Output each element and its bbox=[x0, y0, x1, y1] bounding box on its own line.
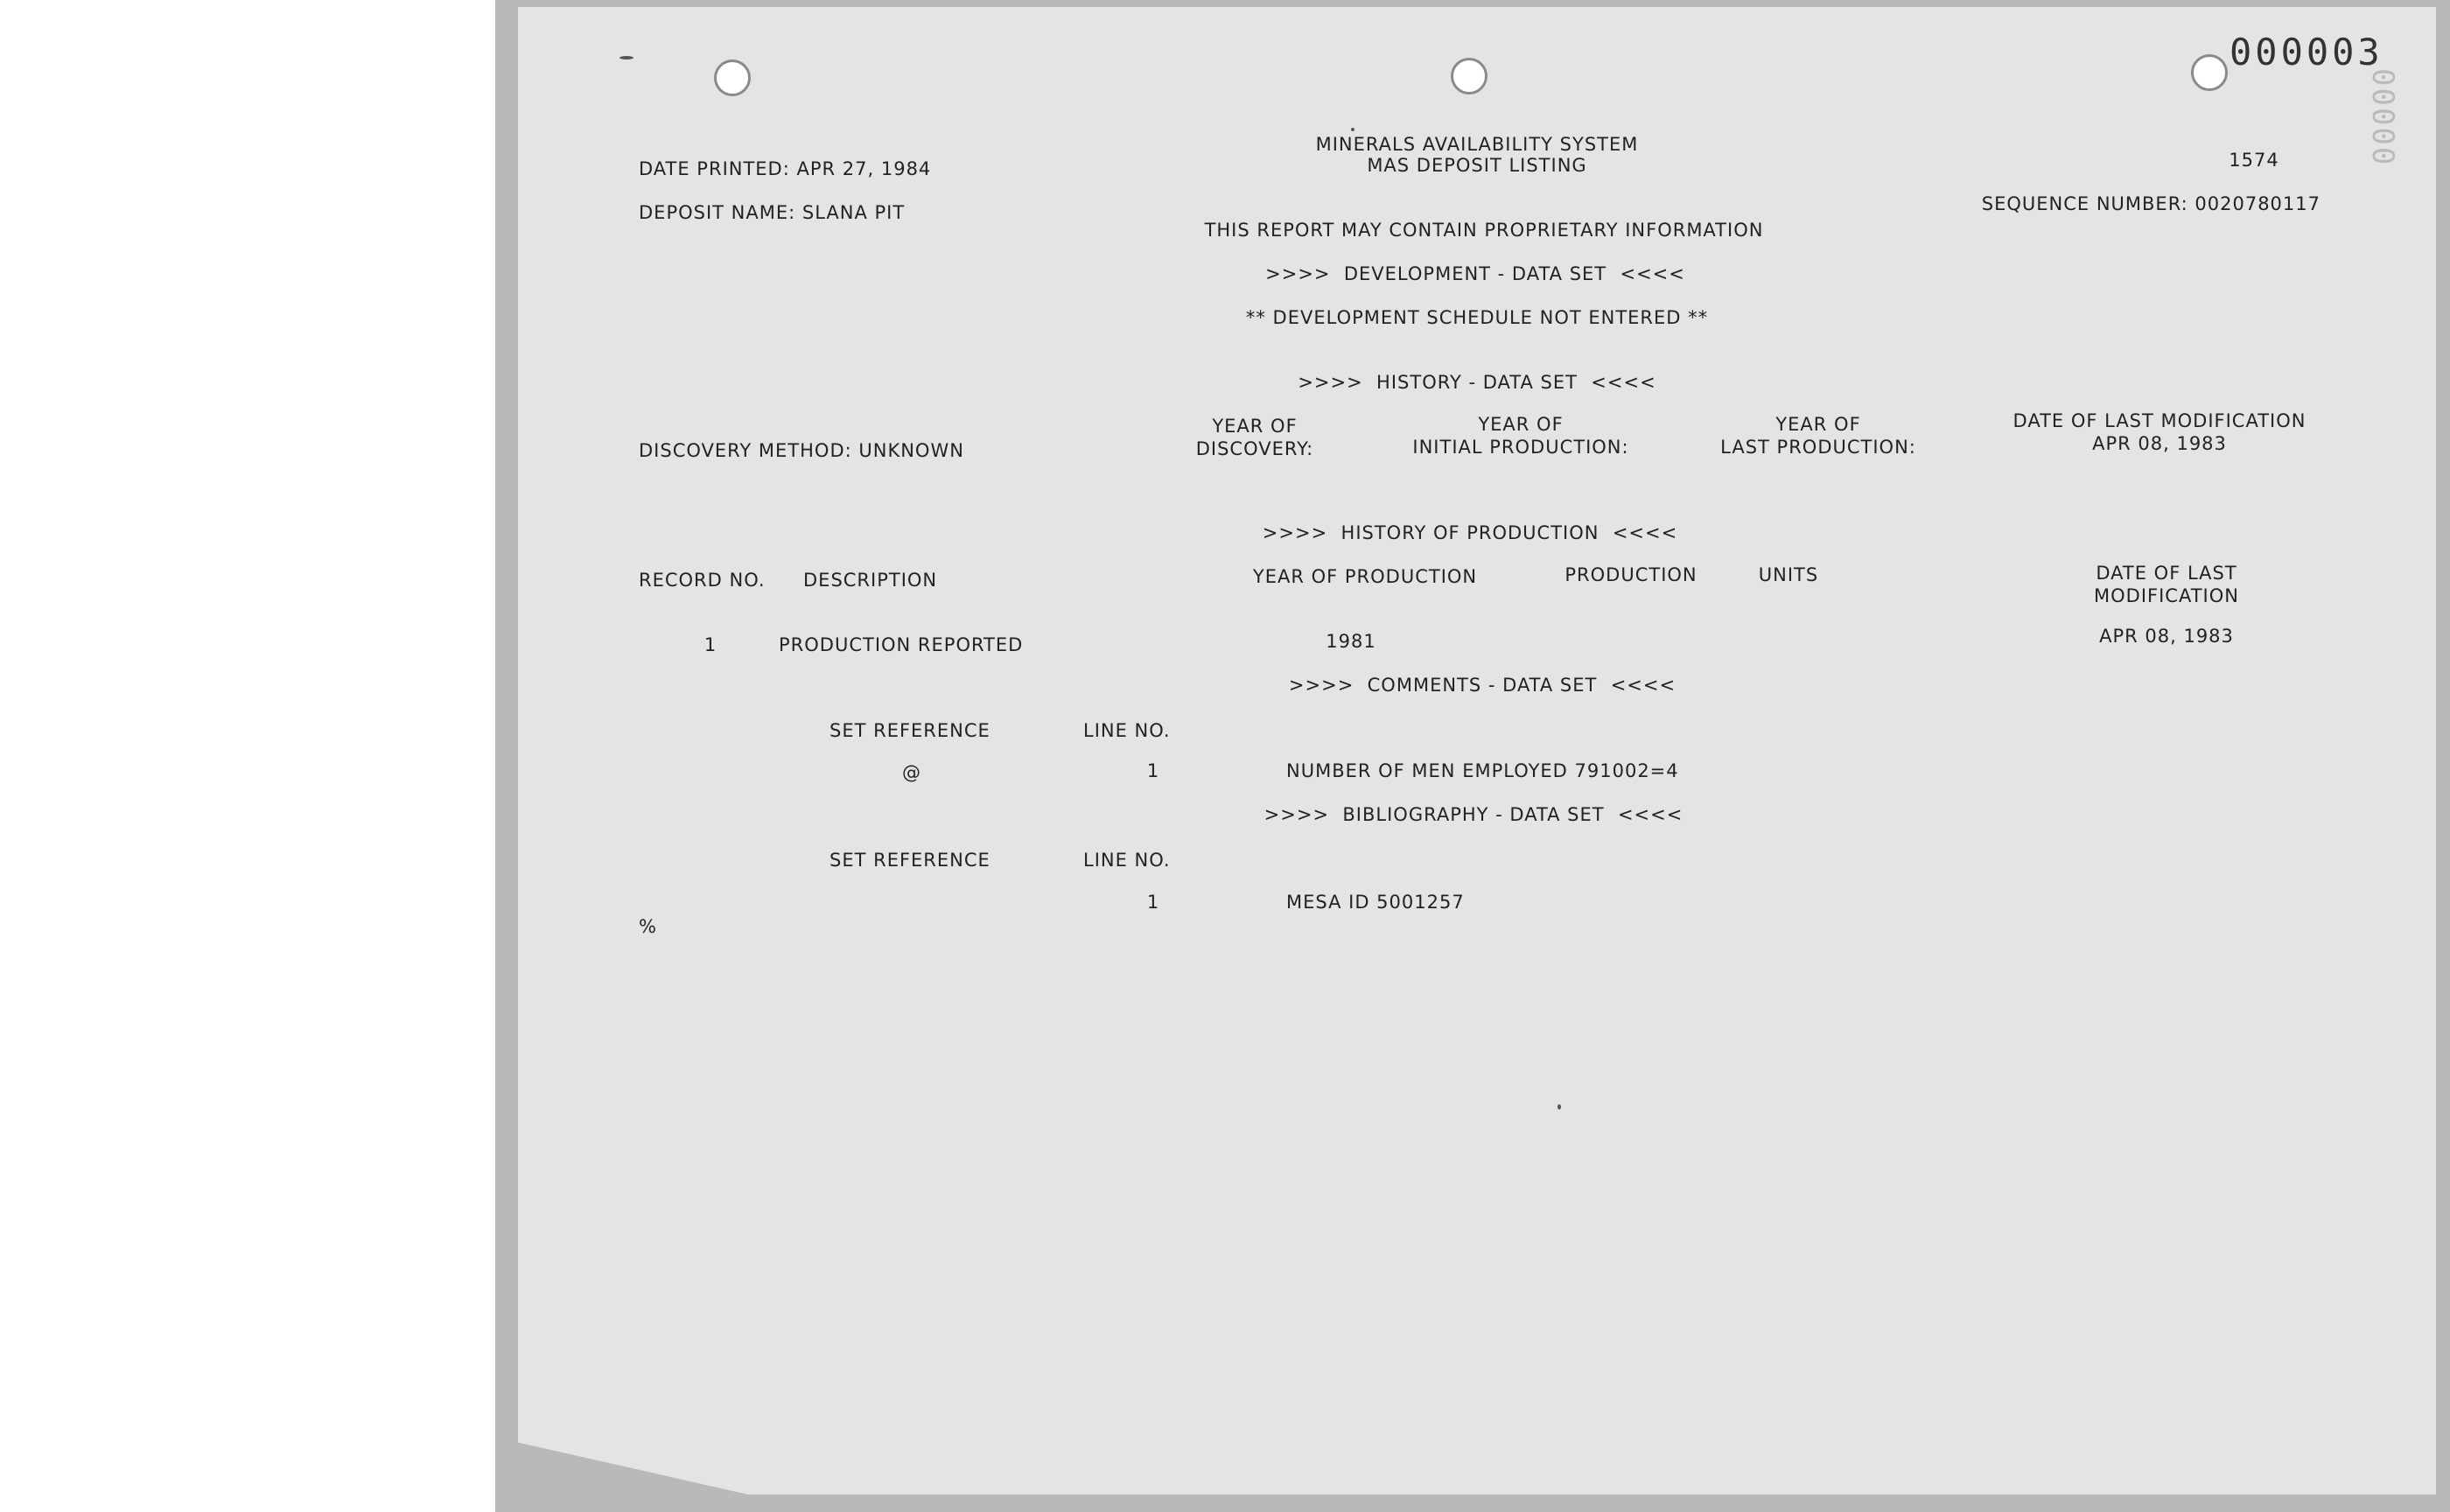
faint-bleedthrough-number: 00000 bbox=[2365, 68, 2400, 167]
year-of-last-production-label: YEAR OF LAST PRODUCTION: bbox=[1720, 414, 1916, 458]
punch-hole-left bbox=[714, 60, 751, 96]
col-year-of-production: YEAR OF PRODUCTION bbox=[1252, 566, 1478, 587]
comments-heading: >>>> COMMENTS - DATA SET <<<< bbox=[1288, 675, 1676, 696]
col-record-no: RECORD NO. bbox=[639, 570, 766, 591]
year-of-discovery-label: YEAR OF DISCOVERY: bbox=[1195, 416, 1314, 459]
scan-speck bbox=[1351, 128, 1354, 131]
development-heading: >>>> DEVELOPMENT - DATA SET <<<< bbox=[1265, 263, 1685, 284]
bibliography-col-set-reference: SET REFERENCE bbox=[830, 850, 990, 871]
production-heading: >>>> HISTORY OF PRODUCTION <<<< bbox=[1262, 522, 1678, 543]
punch-hole-right bbox=[2191, 54, 2228, 91]
history-last-modification: DATE OF LAST MODIFICATION APR 08, 1983 bbox=[2012, 410, 2306, 454]
comments-col-set-reference: SET REFERENCE bbox=[830, 720, 990, 741]
footer-mark: % bbox=[639, 916, 657, 937]
comment-set-reference: @ bbox=[902, 762, 921, 783]
bibliography-col-line-no: LINE NO. bbox=[1083, 850, 1171, 871]
row-last-modification: APR 08, 1983 bbox=[2099, 626, 2234, 647]
comment-text: NUMBER OF MEN EMPLOYED 791002=4 bbox=[1286, 760, 1679, 781]
row-record-no: 1 bbox=[704, 634, 718, 655]
scan-speck bbox=[620, 56, 634, 60]
comment-line-no: 1 bbox=[1146, 760, 1160, 781]
col-units: UNITS bbox=[1758, 564, 1819, 585]
page-number-stamp: 000003 bbox=[2230, 31, 2384, 74]
bibliography-line-no: 1 bbox=[1146, 892, 1160, 913]
col-production: PRODUCTION bbox=[1564, 564, 1698, 585]
history-heading: >>>> HISTORY - DATA SET <<<< bbox=[1298, 372, 1656, 393]
col-last-modification: DATE OF LAST MODIFICATION bbox=[2094, 563, 2239, 606]
deposit-name: DEPOSIT NAME: SLANA PIT bbox=[639, 202, 906, 223]
row-description: PRODUCTION REPORTED bbox=[779, 634, 1024, 655]
listing-title: MAS DEPOSIT LISTING bbox=[1367, 155, 1587, 176]
sequence-number: SEQUENCE NUMBER: 0020780117 bbox=[1981, 193, 2320, 214]
comments-col-line-no: LINE NO. bbox=[1083, 720, 1171, 741]
bibliography-heading: >>>> BIBLIOGRAPHY - DATA SET <<<< bbox=[1264, 804, 1684, 825]
development-note: ** DEVELOPMENT SCHEDULE NOT ENTERED ** bbox=[1245, 307, 1709, 328]
row-year: 1981 bbox=[1326, 631, 1376, 652]
scan-speck bbox=[1558, 1104, 1561, 1110]
page-code: 1574 bbox=[2229, 150, 2279, 171]
bibliography-text: MESA ID 5001257 bbox=[1286, 892, 1465, 913]
discovery-method: DISCOVERY METHOD: UNKNOWN bbox=[639, 440, 964, 461]
proprietary-notice: THIS REPORT MAY CONTAIN PROPRIETARY INFORMATION bbox=[1204, 220, 1764, 241]
col-description: DESCRIPTION bbox=[803, 570, 938, 591]
year-of-initial-production-label: YEAR OF INITIAL PRODUCTION: bbox=[1412, 414, 1629, 458]
punch-hole-center bbox=[1451, 58, 1488, 94]
system-title: MINERALS AVAILABILITY SYSTEM bbox=[1315, 134, 1639, 155]
date-printed: DATE PRINTED: APR 27, 1984 bbox=[639, 158, 932, 179]
